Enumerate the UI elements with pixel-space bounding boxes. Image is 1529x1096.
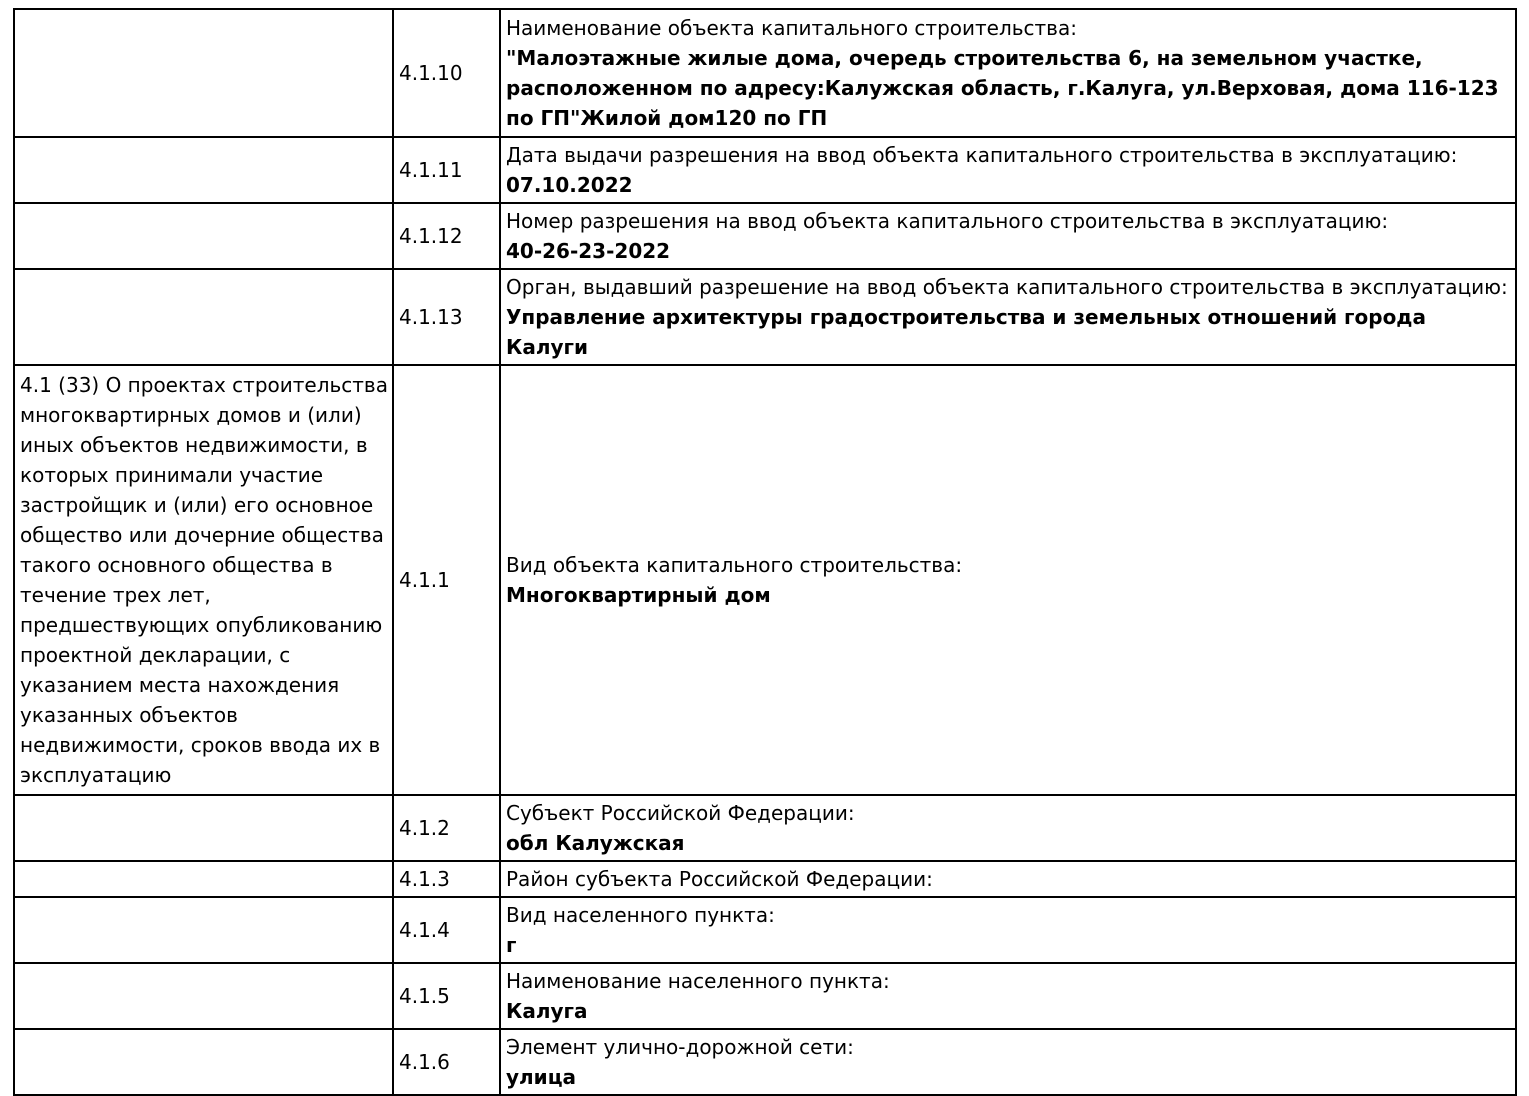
section-cell-empty bbox=[14, 137, 393, 203]
section-cell-empty bbox=[14, 963, 393, 1029]
section-cell-empty bbox=[14, 861, 393, 897]
field-label: Район субъекта Российской Федерации: bbox=[506, 867, 933, 891]
section-label-cell: 4.1 (33) О проектах строительства многоквартирных домов и (или) иных объектов недвижимости, в которых принимали участие застройщик и (или) его основное общество или дочерние общества такого основного общества в течение трех лет, предшествующих опубликованию проектной декларации, с указанием места нахождения указанных объектов недвижимости, сроков ввода их в эксплуатацию bbox=[14, 365, 393, 795]
field-value: "Малоэтажные жилые дома, очередь строительства 6, на земельном участке, расположенном по адресу:Калужская область, г.Калуга, ул.Верховая, дома 116-123 по ГП"Жилой дом120 по ГП bbox=[506, 46, 1499, 130]
declaration-table bbox=[13, 8, 1517, 1096]
item-number: 4.1.10 bbox=[393, 9, 500, 137]
section-cell-empty bbox=[14, 203, 393, 269]
field-label: Субъект Российской Федерации: bbox=[506, 801, 855, 825]
item-content bbox=[500, 963, 1516, 1029]
field-value: Управление архитектуры градостроительства и земельных отношений города Калуги bbox=[506, 305, 1426, 359]
item-content bbox=[500, 897, 1516, 963]
table-row bbox=[14, 137, 1516, 203]
item-content bbox=[500, 365, 1516, 795]
field-label: Орган, выдавший разрешение на ввод объекта капитального строительства в эксплуатацию: bbox=[506, 275, 1508, 299]
item-content bbox=[500, 9, 1516, 137]
section-cell-empty bbox=[14, 9, 393, 137]
field-value: улица bbox=[506, 1065, 577, 1089]
item-content bbox=[500, 269, 1516, 365]
item-content bbox=[500, 1029, 1516, 1095]
field-label: Дата выдачи разрешения на ввод объекта капитального строительства в эксплуатацию: bbox=[506, 143, 1458, 167]
table-row bbox=[14, 203, 1516, 269]
item-content bbox=[500, 137, 1516, 203]
table-row bbox=[14, 269, 1516, 365]
table-row bbox=[14, 861, 1516, 897]
table-row bbox=[14, 9, 1516, 137]
field-label: Номер разрешения на ввод объекта капитального строительства в эксплуатацию: bbox=[506, 209, 1389, 233]
table-row bbox=[14, 795, 1516, 861]
field-value: обл Калужская bbox=[506, 831, 685, 855]
field-label: Вид населенного пункта: bbox=[506, 903, 775, 927]
table-row bbox=[14, 897, 1516, 963]
section-cell-empty bbox=[14, 795, 393, 861]
table-row bbox=[14, 365, 1516, 795]
item-number: 4.1.5 bbox=[393, 963, 500, 1029]
item-content bbox=[500, 203, 1516, 269]
field-label: Вид объекта капитального строительства: bbox=[506, 553, 963, 577]
item-content bbox=[500, 795, 1516, 861]
item-number: 4.1.3 bbox=[393, 861, 500, 897]
item-number: 4.1.12 bbox=[393, 203, 500, 269]
table-row bbox=[14, 1029, 1516, 1095]
field-label: Наименование населенного пункта: bbox=[506, 969, 890, 993]
field-value: г bbox=[506, 933, 517, 957]
field-value: Многоквартирный дом bbox=[506, 583, 771, 607]
field-label: Элемент улично-дорожной сети: bbox=[506, 1035, 854, 1059]
field-value: 40-26-23-2022 bbox=[506, 239, 671, 263]
section-cell-empty bbox=[14, 897, 393, 963]
table-row bbox=[14, 963, 1516, 1029]
item-number: 4.1.4 bbox=[393, 897, 500, 963]
item-number: 4.1.6 bbox=[393, 1029, 500, 1095]
field-value: 07.10.2022 bbox=[506, 173, 633, 197]
field-value: Калуга bbox=[506, 999, 588, 1023]
section-cell-empty bbox=[14, 269, 393, 365]
item-number: 4.1.11 bbox=[393, 137, 500, 203]
item-content bbox=[500, 861, 1516, 897]
item-number: 4.1.13 bbox=[393, 269, 500, 365]
field-label: Наименование объекта капитального строительства: bbox=[506, 16, 1077, 40]
section-cell-empty bbox=[14, 1029, 393, 1095]
item-number: 4.1.2 bbox=[393, 795, 500, 861]
item-number: 4.1.1 bbox=[393, 365, 500, 795]
